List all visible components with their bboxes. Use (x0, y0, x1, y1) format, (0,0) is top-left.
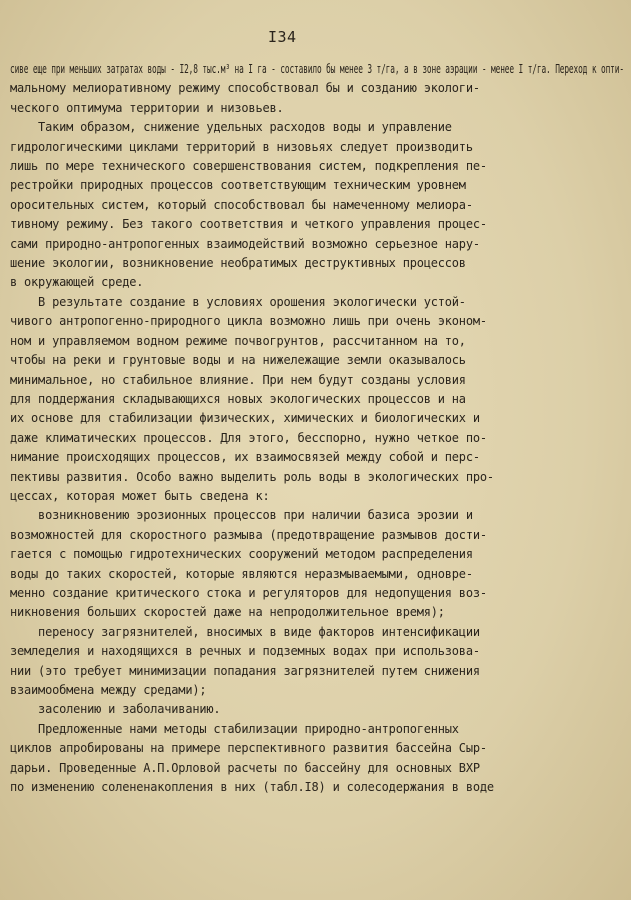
text-line: мальному мелиоративному режиму способствовал бы и созданию экологи- (10, 81, 480, 96)
text-line: никновения больших скоростей даже на непродолжительное время); (10, 605, 445, 620)
text-line: переносу загрязнителей, вносимых в виде факторов интенсификации (10, 624, 480, 639)
text-line: чивого антропогенно-природного цикла возможно лишь при очень эконом- (10, 314, 487, 329)
text-line: менно создание критического стока и регуляторов для недопущения воз- (10, 585, 487, 600)
text-line: минимальное, но стабильное влияние. При нем будут созданы условия (10, 372, 466, 387)
text-line: оросительных систем, который способствовал бы намеченному мелиора- (10, 197, 473, 212)
text-line: В результате создание в условиях орошения экологически устой- (10, 294, 466, 309)
text-line: тивному режиму. Без такого соответствия и четкого управления процес- (10, 217, 487, 232)
text-line: для поддержания складывающихся новых экологических процессов и на (10, 391, 466, 406)
text-line: по изменению солененакопления в них (табл.I8) и солесодержания в воде (10, 780, 494, 795)
text-line: сами природно-антропогенных взаимодействий возможно серьезное нару- (10, 236, 480, 251)
text-line: ческого оптимума территории и низовьев. (10, 100, 284, 115)
text-line: взаимообмена между средами); (10, 683, 207, 697)
text-line: воды до таких скоростей, которые являются неразмываемыми, одновре- (10, 566, 473, 581)
page-number: I34 (268, 28, 297, 46)
text-line: ном и управляемом водном режиме почвогрунтов, рассчитанном на то, (10, 333, 466, 348)
text-line: пективы развития. Особо важно выделить роль воды в экологических про- (10, 469, 494, 484)
text-line: цессах, которая может быть сведена к: (10, 488, 270, 503)
text-line: Таким образом, снижение удельных расходов воды и управление (10, 120, 452, 135)
text-line: возможностей для скоростного размыва (предотвращение размывов дости- (10, 527, 487, 542)
text-line: возникновению эрозионных процессов при наличии базиса эрозии и (10, 508, 473, 523)
text-line: гается с помощью гидротехнических сооружений методом распределения (10, 547, 473, 562)
text-line: нии (это требует минимизации попадания загрязнителей путем снижения (10, 663, 480, 678)
text-line: чтобы на реки и грунтовые воды и на нижележащие земли оказывалось (10, 353, 466, 368)
text-line: рестройки природных процессов соответствующим техническим уровнем (10, 178, 466, 193)
text-line: засолению и заболачиванию. (10, 702, 221, 717)
body-text (10, 60, 630, 797)
text-line: даже климатических процессов. Для этого, бесспорно, нужно четкое по- (10, 430, 487, 445)
text-line: сиве еще при меньших затратах воды - I2,8 тыс.м³ на I га - составило бы менее 3 т/га, а в зоне аэрации - менее I т/га. Переход к опти- (10, 62, 624, 76)
text-line: лишь по мере технического совершенствования систем, подкрепления пе- (10, 159, 487, 174)
text-line: дарьи. Проведенные А.П.Орловой расчеты по бассейну для основных ВХР (10, 760, 480, 775)
text-line: шение экологии, возникновение необратимых деструктивных процессов (10, 256, 466, 271)
text-line: земледелия и находящихся в речных и подземных водах при использова- (10, 644, 480, 659)
text-line: в окружающей среде. (10, 275, 144, 290)
text-line: нимание происходящих процессов, их взаимосвязей между собой и перс- (10, 450, 480, 465)
text-line: циклов апробированы на примере перспективного развития бассейна Сыр- (10, 741, 487, 756)
text-line: гидрологическими циклами территорий в низовьях следует производить (10, 139, 473, 154)
text-line: Предложенные нами методы стабилизации природно-антропогенных (10, 721, 459, 736)
text-line: их основе для стабилизации физических, химических и биологических и (10, 411, 480, 426)
